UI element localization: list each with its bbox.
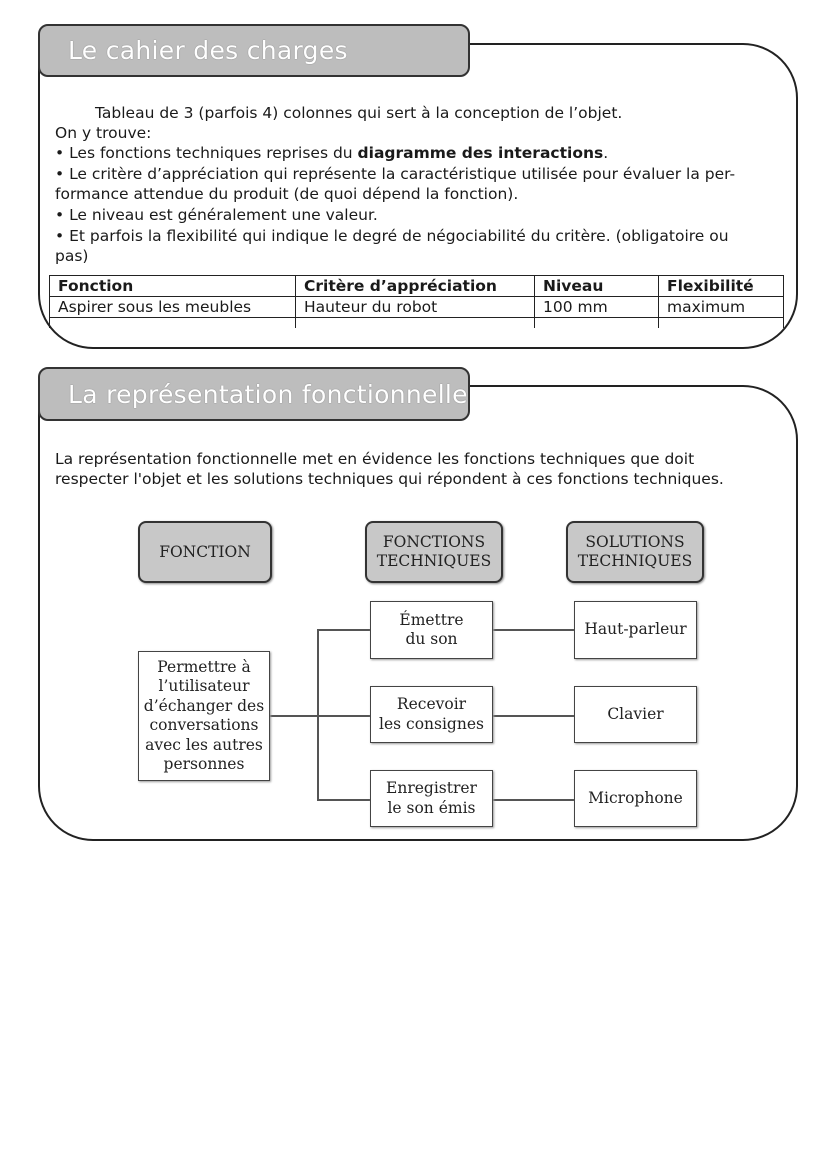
table-header-cell: Fonction <box>50 276 296 297</box>
connector-line <box>491 799 574 801</box>
table-cell <box>50 318 296 329</box>
connector-line <box>491 629 574 631</box>
header-label: SOLUTIONS <box>585 533 685 551</box>
bold-term: diagramme des interactions <box>357 144 604 162</box>
st-label: Haut-parleur <box>584 620 687 639</box>
st-haut-parleur-box <box>574 601 697 659</box>
table-cell <box>296 318 535 329</box>
bullet-flexibilite-line2: pas) <box>55 247 89 265</box>
function-line: Permettre à <box>157 657 251 676</box>
table-header-cell: Niveau <box>535 276 659 297</box>
section-title-representation <box>38 367 470 421</box>
function-line: conversations <box>149 716 259 734</box>
diagram-header-solutions-techniques <box>566 521 704 583</box>
ft-emettre-box <box>370 601 493 659</box>
function-line: d’échanger des <box>143 696 265 715</box>
diagram-header-fonction <box>138 521 272 583</box>
bullet-flexibilite-line1: • Et parfois la flexibilité qui indique le degré de négociabilité du critère. (obligatoire ou <box>55 227 729 245</box>
table-cell <box>535 318 659 329</box>
table-header-cell: Flexibilité <box>659 276 784 297</box>
section-title-cahier <box>38 24 470 77</box>
bullet-critere-line1: • Le critère d’appréciation qui représente la caractéristique utilisée pour évaluer la per- <box>55 165 736 183</box>
intro-text: Tableau de 3 (parfois 4) colonnes qui sert à la conception de l’objet. <box>95 104 623 122</box>
st-label: Clavier <box>607 704 664 723</box>
table-cell: 100 mm <box>535 297 659 318</box>
representation-para-line1: La représentation fonctionnelle met en évidence les fonctions techniques que doit <box>55 450 695 468</box>
ft-line: les consignes <box>379 714 484 733</box>
function-line: avec les autres <box>145 735 263 754</box>
bullet-text: . <box>603 144 609 162</box>
table-header-row <box>50 276 784 297</box>
on-y-trouve-text: On y trouve: <box>55 124 152 142</box>
bullet-niveau: • Le niveau est généralement une valeur. <box>55 206 378 224</box>
header-label: TECHNIQUES <box>577 552 693 570</box>
table-row <box>50 297 784 318</box>
function-line: l’utilisateur <box>158 677 250 695</box>
bullet-text: • Les fonctions techniques reprises du <box>55 144 358 162</box>
representation-para-line2: respecter l'objet et les solutions techniques qui répondent à ces fonctions techniques. <box>55 470 724 488</box>
bullet-critere-line2: formance attendue du produit (de quoi dépend la fonction). <box>55 185 519 203</box>
st-clavier-box <box>574 686 697 743</box>
bullet-fonctions <box>55 143 608 164</box>
diagram-header-fonctions-techniques <box>365 521 503 583</box>
header-label: FONCTION <box>159 542 251 561</box>
ft-line: du son <box>405 630 458 648</box>
table-cell <box>659 318 784 329</box>
main-function-box <box>138 651 270 781</box>
header-label: FONCTIONS <box>382 533 486 551</box>
connector-line <box>317 799 370 801</box>
ft-enregistrer-box <box>370 770 493 827</box>
st-microphone-box <box>574 770 697 827</box>
table-cell: Hauteur du robot <box>296 297 535 318</box>
connector-line <box>317 629 370 631</box>
section-title-text: Le cahier des charges <box>68 36 348 65</box>
connector-line <box>317 715 370 717</box>
connector-line <box>491 715 574 717</box>
table-row <box>50 318 784 329</box>
header-label: TECHNIQUES <box>376 552 492 570</box>
ft-line: le son émis <box>387 798 476 817</box>
connector-line <box>268 715 318 717</box>
cahier-table <box>49 275 784 328</box>
table-cell: maximum <box>659 297 784 318</box>
ft-recevoir-box <box>370 686 493 743</box>
ft-line: Émettre <box>399 610 464 629</box>
ft-line: Recevoir <box>396 695 467 713</box>
ft-line: Enregistrer <box>386 779 477 797</box>
st-label: Microphone <box>588 788 683 807</box>
function-line: personnes <box>163 755 245 773</box>
table-header-cell: Critère d’appréciation <box>296 276 535 297</box>
section-title-text: La représentation fonctionnelle <box>68 379 468 409</box>
table-cell: Aspirer sous les meubles <box>50 297 296 318</box>
